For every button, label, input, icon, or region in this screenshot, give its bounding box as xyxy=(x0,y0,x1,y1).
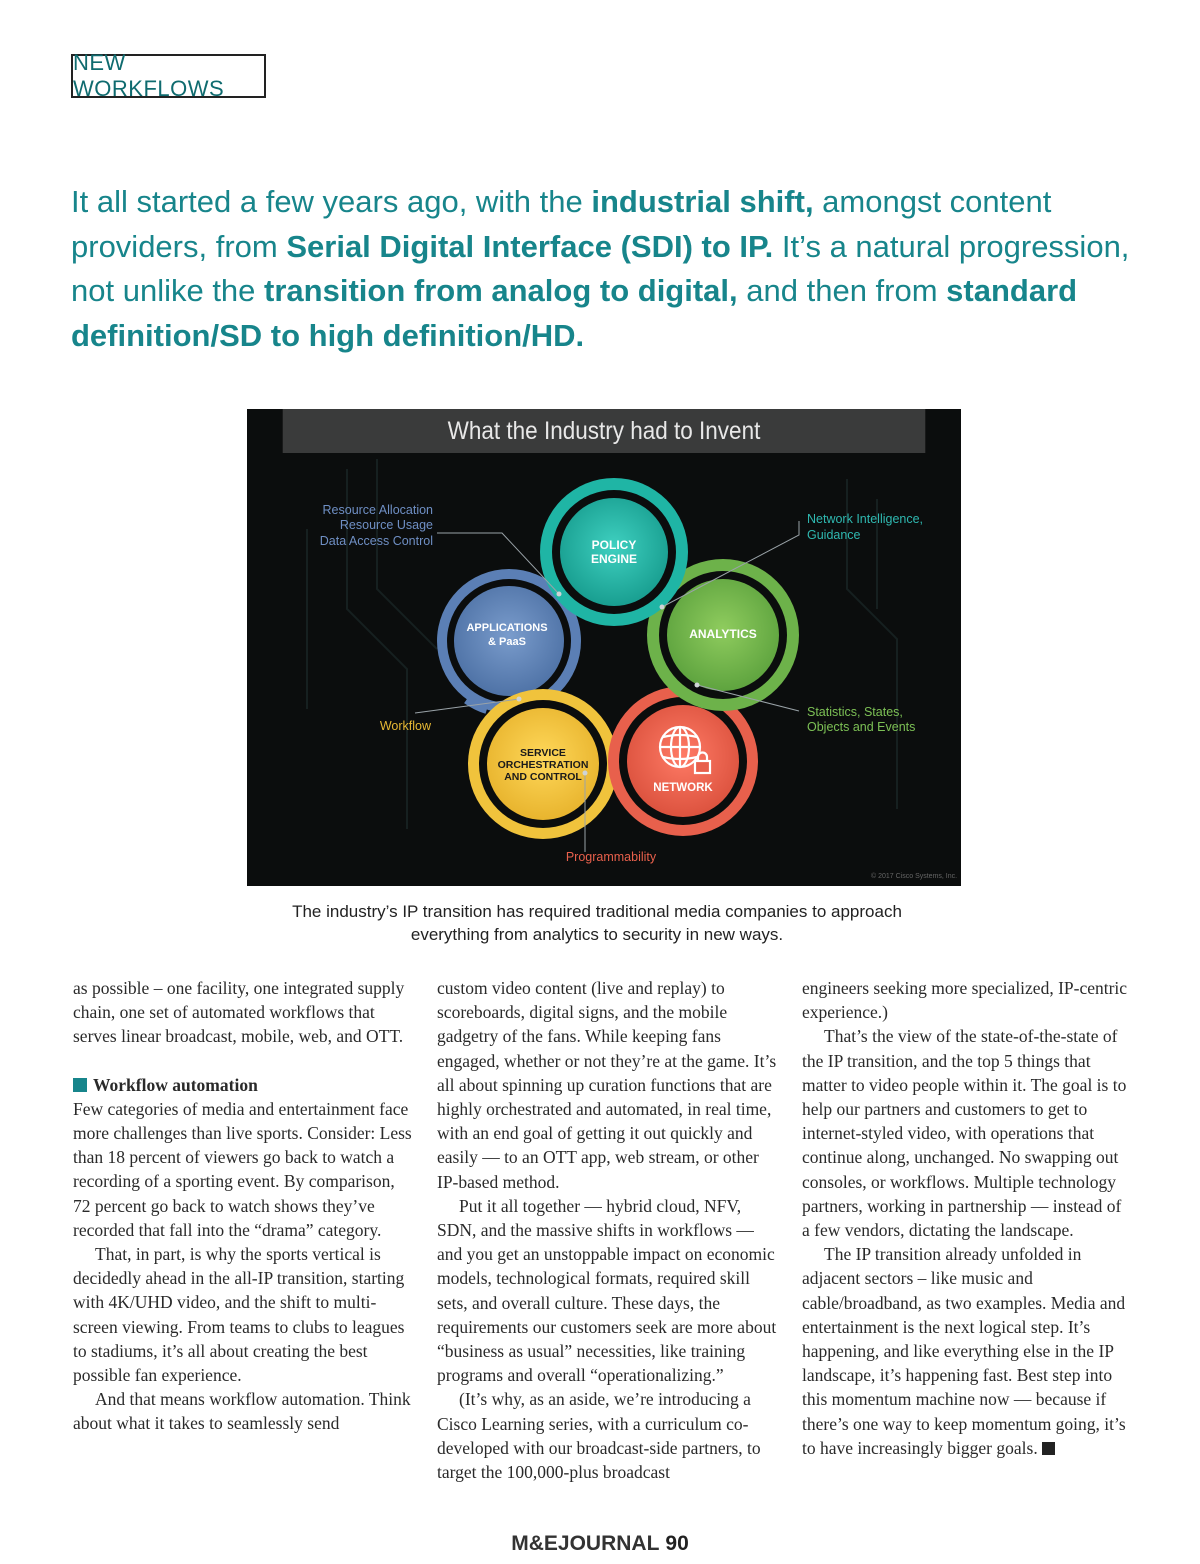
col2-paragraph: custom video content (live and replay) to scoreboards, digital signs, and the mobile gadgetry of the fans. While keeping fans engaged, whether or not they’re at the game. It’s all about spinning up curation functions that are highly orchestrated and automated, in real time, with an end goal of getting it out quickly and easily — to an OTT app, web stream, or other IP-based method. xyxy=(437,978,777,1192)
page-footer xyxy=(0,1532,1200,1556)
apps-line1: APPLICATIONS xyxy=(466,622,548,634)
col1-paragraph: That, in part, is why the sports vertical is decidedly ahead in the all-IP transition, starting with 4K/UHD video, and the shift to multi-screen viewing. From teams to clubs to leagues to stadiums, it’s all about creating the best possible fan experience. xyxy=(73,1244,405,1386)
col2-paragraph: Put it all together — hybrid cloud, NFV, SDN, and the massive shifts in workflows — and you get an unstoppable impact on economic models, technological formats, required skill sets, and overall culture. These days, the requirements our customers seek are more about “business as usual” necessities, like training programs and overall “operationalizing.” xyxy=(437,1195,777,1386)
column-2 xyxy=(437,976,777,1484)
end-mark xyxy=(1042,1442,1055,1455)
ip-diagram xyxy=(247,409,961,886)
col1-paragraph: as possible – one facility, one integrated supply chain, one set of automated workflows that serves linear broadcast, mobile, web, and OTT. xyxy=(73,978,405,1047)
page-number: 90 xyxy=(665,1532,689,1555)
col3-paragraph: That’s the view of the state-of-the-state of the IP transition, and the top 5 things that matter to video people within it. The goal is to help our partners and customers to get to internet-styled video, with operations that continue along, unchanged. No swapping out consoles, or workflows. Multiple technology partners, working in partnership — instead of a few vendors, dictating the landscape. xyxy=(802,1026,1127,1241)
programmability-label: Programmability xyxy=(565,850,657,864)
pull-quote-emphasis: transition from analog to digital, xyxy=(264,273,738,308)
policy-line2: ENGINE xyxy=(590,552,638,566)
pull-quote-emphasis: industrial shift, xyxy=(591,184,814,219)
pull-quote-text: amongst content providers, from xyxy=(71,184,1052,264)
statistics-line2: Objects and Events xyxy=(807,720,916,734)
statistics-line1: Statistics, States, xyxy=(807,705,903,719)
col3-paragraph: engineers seeking more specialized, IP-centric experience.) xyxy=(802,978,1128,1023)
column-1 xyxy=(73,976,413,1436)
pull-quote-emphasis: standard definition/SD to high definition/HD. xyxy=(71,273,1078,353)
col1-paragraph: Few categories of media and entertainment face more challenges than live sports. Consider: Less than 18 percent of viewers go back to watch a recording of a sporting event. By comparison, 72 percent go back to watch shows they’ve recorded that fall into the “drama” category. xyxy=(73,1098,412,1240)
pull-quote-text: and then from xyxy=(737,273,947,308)
policy-line1: POLICY xyxy=(591,538,637,552)
pull-quote-text: It all started a few years ago, with the xyxy=(71,184,592,219)
teal-square-bullet xyxy=(73,1078,87,1092)
network-intel-line2: Guidance xyxy=(807,528,861,542)
network-label: NETWORK xyxy=(653,782,713,794)
pull-quote xyxy=(71,180,1131,358)
resource-line3: Data Access Control xyxy=(319,534,433,548)
resource-line2: Resource Usage xyxy=(339,518,433,532)
pull-quote-emphasis: Serial Digital Interface (SDI) to IP. xyxy=(286,228,774,264)
col2-paragraph: (It’s why, as an aside, we’re introducing a Cisco Learning series, with a curriculum co-developed with our broadcast-side partners, to target the 100,000-plus broadcast xyxy=(437,1389,761,1483)
column-3 xyxy=(802,976,1132,1460)
figure-caption xyxy=(240,900,954,946)
workflow-automation-heading xyxy=(73,1073,413,1097)
service-line3: AND CONTROL xyxy=(504,771,582,783)
caption-line2: everything from analytics to security in new ways. xyxy=(410,925,784,944)
figure xyxy=(247,409,961,886)
resource-line1: Resource Allocation xyxy=(322,503,433,517)
service-line1: SERVICE xyxy=(520,747,566,759)
journal-name: M&EJOURNAL xyxy=(511,1532,660,1555)
final-paragraph-text: The IP transition already unfolded in adjacent sectors – like music and cable/broadband, as two examples. Media and entertainment is the next logical step. It’s happening, and like everything else in the IP landscape, it’s happening fast. Best step into this momentum machine now — because if there’s one way to keep momentum going, it’s to have increasingly bigger goals. xyxy=(802,1244,1126,1458)
analytics-label: ANALYTICS xyxy=(689,627,757,641)
figure-title: What the Industry had to Invent xyxy=(283,409,926,453)
apps-line2: & PaaS xyxy=(488,636,526,648)
heading-text: Workflow automation xyxy=(93,1074,258,1095)
copyright-note: © 2017 Cisco Systems, Inc. xyxy=(871,873,958,880)
col3-paragraph xyxy=(802,1242,1132,1460)
pull-quote-text: It’s a natural progression, not unlike the xyxy=(71,228,1130,308)
service-line2: ORCHESTRATION xyxy=(497,759,589,771)
section-tag: NEW WORKFLOWS xyxy=(71,54,266,98)
caption-line1: The industry’s IP transition has required traditional media companies to approach xyxy=(292,902,902,921)
col1-paragraph: And that means workflow automation. Think about what it takes to seamlessly send xyxy=(73,1389,411,1434)
workflow-label: Workflow xyxy=(379,719,431,733)
network-intel-line1: Network Intelligence, xyxy=(807,512,924,526)
